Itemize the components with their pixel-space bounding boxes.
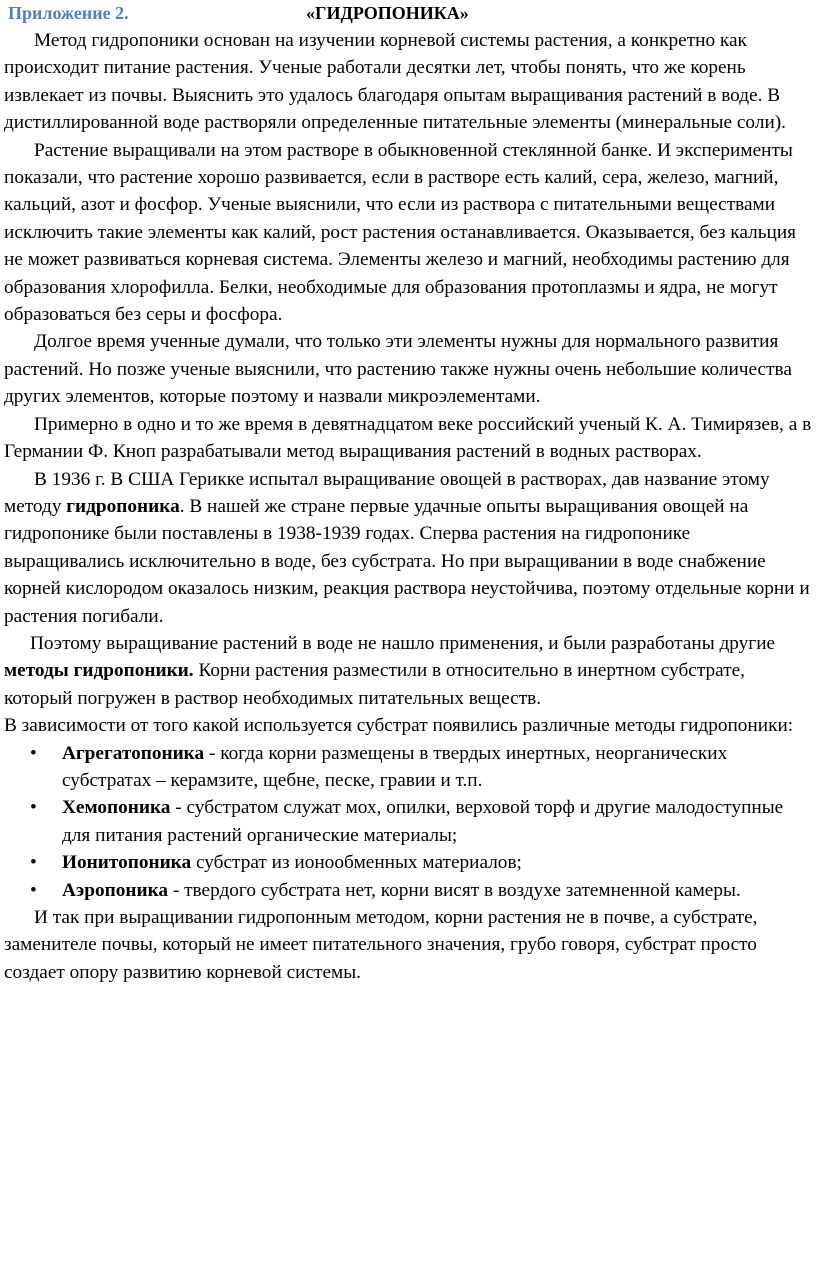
methods-list bbox=[4, 740, 812, 904]
term-hydroponic-methods: методы гидропоники. bbox=[4, 660, 194, 682]
method-description: субстрат из ионообменных материалов; bbox=[191, 852, 522, 874]
paragraph-substrate-intro: В зависимости от того какой используется субстрат появились различные методы гидропоники: bbox=[4, 715, 794, 737]
method-term: Аэропоника bbox=[62, 879, 169, 901]
list-item bbox=[30, 877, 812, 904]
list-item bbox=[30, 849, 812, 876]
document-title: «ГИДРОПОНИКА» bbox=[306, 3, 469, 23]
paragraph-timiryazev-knop: Примерно в одно и то же время в девятнадцатом веке российский ученый К. А. Тимирязев, а в Германии Ф. Кноп разрабатывали метод выращивания растений в водных растворах. bbox=[4, 413, 812, 463]
method-term: Хемопоника bbox=[62, 797, 171, 819]
method-description: - твердого субстрата нет, корни висят в воздухе затемненной камеры. bbox=[168, 879, 741, 901]
paragraph-other-methods bbox=[4, 630, 812, 712]
paragraph-gericke-text-a: В 1936 г. В США Герикке испытал выращивание овощей в растворах, дав название этому методу bbox=[4, 468, 770, 517]
paragraph-other-methods-text-a: Поэтому выращивание растений в воде не нашло применения, и были разработаны другие bbox=[30, 632, 776, 654]
method-term: Агрегатопоника bbox=[62, 742, 205, 764]
paragraph-microelements: Долгое время ученные думали, что только эти элементы нужны для нормального развития растений. Но позже ученые выяснили, что растению также нужны очень небольшие количества других элементов, которые поэтому и назвали микроэлементами. bbox=[4, 331, 792, 408]
bullet-icon: • bbox=[30, 797, 37, 819]
bullet-icon: • bbox=[30, 742, 37, 764]
method-description: - субстратом служат мох, опилки, верховой торф и другие малодоступные для питания растений органические материалы; bbox=[62, 797, 784, 846]
method-description: - когда корни размещены в твердых инертных, неорганических субстратах – керамзите, щебне, песке, гравии и т.п. bbox=[62, 742, 728, 791]
bullet-icon: • bbox=[30, 852, 37, 874]
appendix-label: Приложение 2. bbox=[8, 3, 129, 23]
paragraph-gericke bbox=[4, 466, 812, 630]
term-hydroponics: гидропоника bbox=[66, 495, 180, 517]
paragraph-experiments: Растение выращивали на этом растворе в обыкновенной стеклянной банке. И эксперименты показали, что растение хорошо развивается, если в растворе есть калий, сера, железо, магний, кальций, азот и фосфор. Ученые выяснили, что если из раствора с питательными веществами исключить такие элементы как калий, рост растения останавливается. Оказывается, без кальция не может развиваться корневая система. Элементы железо и магний, необходимы растению для образования хлорофилла. Белки, необходимые для образования протоплазмы и ядра, не могут образоваться без серы и фосфора. bbox=[4, 139, 797, 326]
bullet-icon: • bbox=[30, 879, 37, 901]
document-header bbox=[4, 0, 812, 27]
paragraph-conclusion: И так при выращивании гидропонным методом, корни растения не в почве, а субстрате, заменителе почвы, который не имеет питательного значения, грубо говоря, субстрат просто создает опору развитию корневой системы. bbox=[4, 907, 758, 983]
paragraph-gericke-text-b: . В нашей же стране первые удачные опыты выращивания овощей на гидропонике были поставлены в 1938-1939 годах. Сперва растения на гидропонике выращивались исключительно в воде, без субстрата. Но при выращивании в воде снабжение корней кислородом оказалось низким, реакция раствора неустойчива, поэтому отдельные корни и растения погибали. bbox=[4, 495, 810, 627]
paragraph-method-basis: Метод гидропоники основан на изучении корневой системы растения, а конкретно как происходит питание растения. Ученые работали десятки лет, чтобы понять, что же корень извлекает из почвы. Выяснить это удалось благодаря опытам выращивания растений в воде. В дистиллированной воде растворяли определенные питательные элементы (минеральные соли). bbox=[4, 30, 787, 134]
list-item bbox=[30, 794, 812, 849]
list-item bbox=[30, 740, 812, 795]
paragraph-other-methods-text-b: Корни растения разместили в относительно в инертном субстрате, который погружен в раствор необходимых питательных веществ. bbox=[4, 660, 745, 709]
method-term: Ионитопоника bbox=[62, 852, 192, 874]
